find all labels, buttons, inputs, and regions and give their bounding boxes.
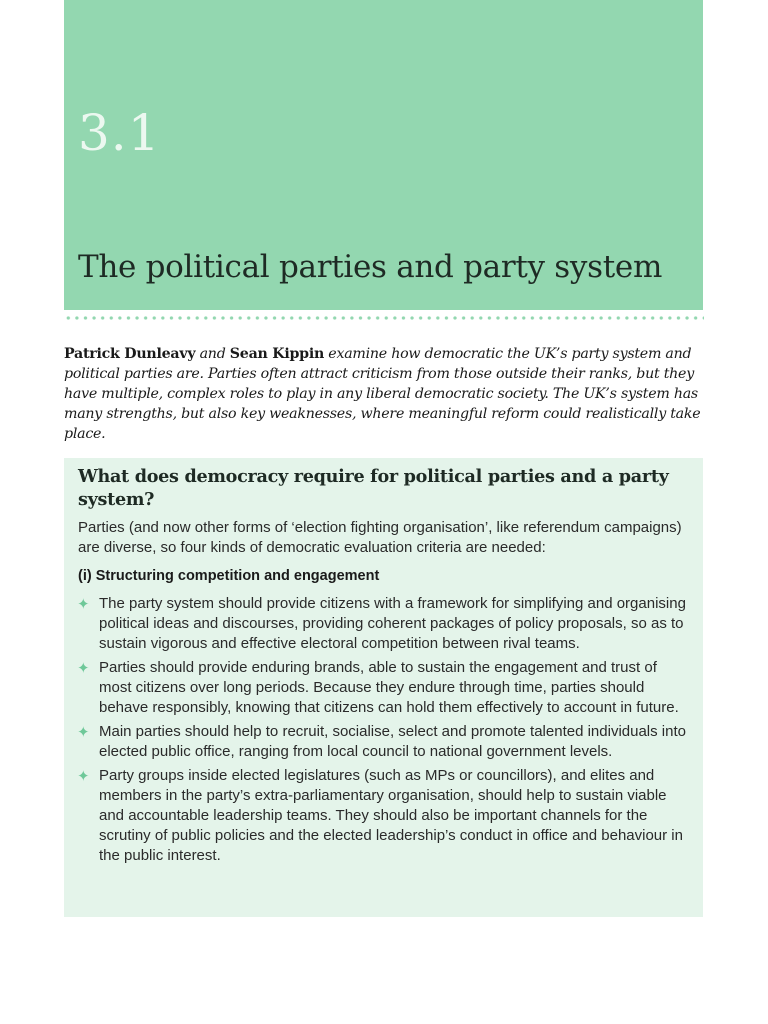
- chapter-header: [64, 0, 703, 310]
- four-pointed-star-icon: ✦: [77, 659, 90, 677]
- list-item-text: The party system should provide citizens with a framework for simplifying and organising political ideas and discourses, providing coherent packages of policy proposals, so as to sustain vigorous and effective electoral competition between rival teams.: [99, 595, 686, 652]
- intro-text: examine how democratic the UK’s party system and political parties are. Parties often attract criticism from those outside their ranks, but they have multiple, complex roles to play in any liberal democratic society. The UK’s system has many strengths, but also key weaknesses, where meaningful reform could realistically take place.: [64, 346, 701, 442]
- four-pointed-star-icon: ✦: [77, 767, 90, 785]
- list-item-text: Main parties should help to recruit, socialise, select and promote talented individuals into elected public office, ranging from local council to national government levels.: [99, 723, 686, 760]
- list-item: [78, 658, 693, 718]
- list-item-text: Party groups inside elected legislatures (such as MPs or councillors), and elites and members in the party’s extra-parliamentary organisation, should help to sustain viable and accountable leadership teams. They should also be important channels for the scrutiny of public policies and the elected leadership’s conduct in office and behaviour in the public interest.: [99, 767, 683, 864]
- list-item: [78, 722, 693, 762]
- chapter-number: 3.1: [78, 104, 161, 162]
- criteria-list: [78, 594, 693, 870]
- panel-heading: What does democracy require for political parties and a party system?: [78, 466, 669, 510]
- criteria-panel: [64, 458, 703, 917]
- author-name: Sean Kippin: [229, 346, 325, 362]
- dotted-divider: [64, 316, 704, 320]
- list-item: [78, 766, 693, 866]
- panel-lead-text: Parties (and now other forms of ‘election fighting organisation’, like referendum campaigns) are diverse, so four kinds of democratic evaluation criteria are needed:: [78, 519, 682, 556]
- list-item-text: Parties should provide enduring brands, able to sustain the engagement and trust of most citizens over long periods. Because they endure through time, parties should behave responsibly, knowing that citizens can hold them effectively to account in future.: [99, 659, 679, 716]
- author-name: Patrick Dunleavy: [64, 346, 196, 362]
- four-pointed-star-icon: ✦: [77, 595, 90, 613]
- author-connector: and: [195, 346, 230, 362]
- intro-paragraph: [64, 344, 704, 444]
- chapter-title: The political parties and party system: [78, 249, 663, 285]
- criteria-subheading: (i) Structuring competition and engagement: [78, 568, 380, 584]
- list-item: [78, 594, 693, 654]
- four-pointed-star-icon: ✦: [77, 723, 90, 741]
